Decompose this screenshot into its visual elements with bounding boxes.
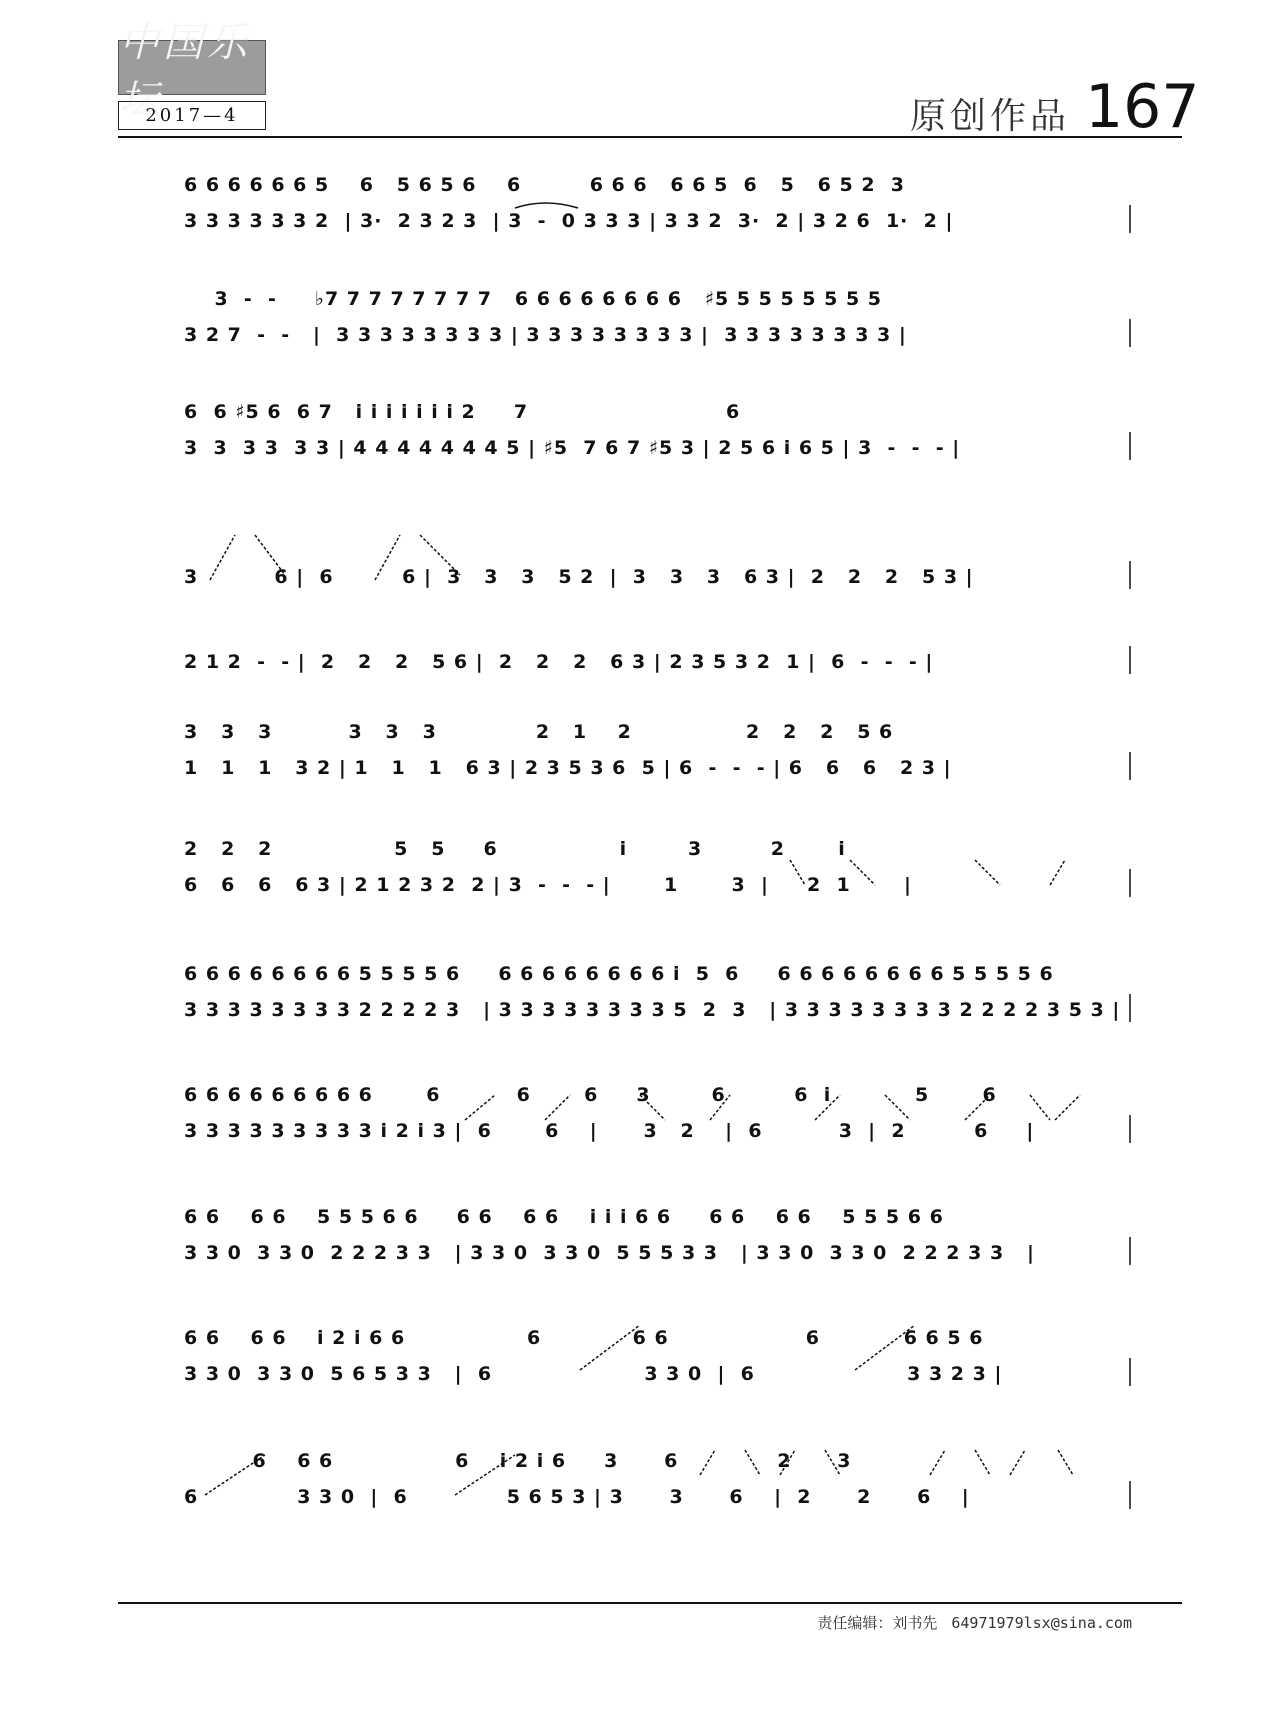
upper-voice-line: 6 6 6 6 6 6 5 6 5 6 5 6 6 6 6 6 6 6 5 6 5 6 5 2 3 xyxy=(184,174,906,196)
upper-voice-line: 6 6 ♯5 6 6 7 i i i i i i i 2 7 6 xyxy=(184,401,741,423)
lower-voice-line: 1 1 1 3 2 | 1 1 1 6 3 | 2 3 5 3 6 5 | 6 - - - | 6 6 6 2 3 | xyxy=(184,757,952,779)
editor-label: 责任编辑：刘书先 xyxy=(817,1614,938,1632)
lower-voice-line: 3 3 3 3 3 3 | 4 4 4 4 4 4 4 5 | ♯5 7 6 7 ♯5 3 | 2 5 6 i 6 5 | 3 - - - | xyxy=(184,437,961,459)
lower-voice-line: 3 3 0 3 3 0 5 6 5 3 3 | 6 3 3 0 | 6 3 3 2 3 | xyxy=(184,1363,1003,1385)
footer-rule xyxy=(118,1602,1182,1604)
editor-email: 64971979lsx@sina.com xyxy=(951,1614,1132,1632)
upper-voice-line: 6 6 6 6 5 5 5 6 6 6 6 6 6 i i i 6 6 6 6 6 6 5 5 5 6 6 xyxy=(184,1206,944,1228)
upper-voice-line: 6 6 6 6 6 6 6 6 6 6 6 6 3 6 6 i 5 6 xyxy=(184,1084,997,1106)
score-system xyxy=(184,1084,1130,1143)
score-system xyxy=(184,1450,1130,1509)
score-system xyxy=(184,721,1130,780)
page-number: 167 xyxy=(1085,72,1200,142)
score-system xyxy=(184,1206,1130,1265)
lower-voice-line: 3 3 3 3 3 3 2 | 3· 2 3 2 3 | 3 - 0 3 3 3 | 3 3 2 3· 2 | 3 2 6 1· 2 | xyxy=(184,210,954,232)
score-system xyxy=(184,963,1130,1022)
glissando-mark xyxy=(1055,1095,1080,1120)
score-system xyxy=(184,174,1130,233)
lower-voice-line: 3 6 | 6 6 | 3 3 3 5 2 | 3 3 3 6 3 | 2 2 2 5 3 | xyxy=(184,566,974,588)
glissando-mark xyxy=(1058,1450,1073,1475)
section-title: 原创作品 xyxy=(910,96,1071,137)
glissando-mark xyxy=(1050,860,1065,885)
issue-number: 2017—4 xyxy=(118,101,266,130)
upper-voice-line: 6 6 6 6 i 2 i 6 3 6 2 3 xyxy=(184,1450,852,1472)
lower-voice-line: 3 2 7 - - | 3 3 3 3 3 3 3 3 | 3 3 3 3 3 3 3 3 | 3 3 3 3 3 3 3 3 | xyxy=(184,324,907,346)
tie-arc xyxy=(515,203,578,208)
upper-voice-line: 6 6 6 6 i 2 i 6 6 6 6 6 6 6 6 5 6 xyxy=(184,1327,984,1349)
glissando-mark xyxy=(1030,1095,1050,1120)
score-system xyxy=(184,838,1130,897)
score-system xyxy=(184,561,1130,589)
upper-voice-line: 3 3 3 3 3 3 2 1 2 2 2 2 5 6 xyxy=(184,721,894,743)
upper-voice-line: 2 2 2 5 5 6 i 3 2 i xyxy=(184,838,846,860)
score-system xyxy=(184,1327,1130,1386)
glissando-mark xyxy=(1010,1450,1025,1475)
glissando-mark xyxy=(930,1450,945,1475)
score-system xyxy=(184,646,1130,674)
lower-voice-line: 6 3 3 0 | 6 5 6 5 3 | 3 3 6 | 2 2 6 | xyxy=(184,1486,970,1508)
score-system xyxy=(184,288,1130,347)
glissando-mark xyxy=(975,860,1000,885)
upper-voice-line: 6 6 6 6 6 6 6 6 5 5 5 5 6 6 6 6 6 6 6 6 6 i 5 6 6 6 6 6 6 6 6 6 5 5 5 5 6 xyxy=(184,963,1054,985)
editor-credit xyxy=(817,1612,1132,1633)
lower-voice-line: 6 6 6 6 3 | 2 1 2 3 2 2 | 3 - - - | 1 3 | 2 1 | xyxy=(184,874,912,896)
lower-voice-line: 2 1 2 - - | 2 2 2 5 6 | 2 2 2 6 3 | 2 3 5 3 2 1 | 6 - - - | xyxy=(184,651,934,673)
journal-logo-text: 中国乐坛 xyxy=(119,19,251,123)
upper-voice-line: 3 - - ♭7 7 7 7 7 7 7 7 6 6 6 6 6 6 6 6 ♯5 5 5 5 5 5 5 5 xyxy=(184,288,883,310)
glissando-mark xyxy=(975,1450,990,1475)
score-system xyxy=(184,401,1130,460)
lower-voice-line: 3 3 0 3 3 0 2 2 2 3 3 | 3 3 0 3 3 0 5 5 5 3 3 | 3 3 0 3 3 0 2 2 2 3 3 | xyxy=(184,1242,1035,1264)
lower-voice-line: 3 3 3 3 3 3 3 3 2 2 2 2 3 | 3 3 3 3 3 3 3 3 5 2 3 | 3 3 3 3 3 3 3 3 2 2 2 2 3 5 3 | xyxy=(184,999,1121,1021)
lower-voice-line: 3 3 3 3 3 3 3 3 3 i 2 i 3 | 6 6 | 3 2 | 6 3 | 2 6 | xyxy=(184,1120,1035,1142)
